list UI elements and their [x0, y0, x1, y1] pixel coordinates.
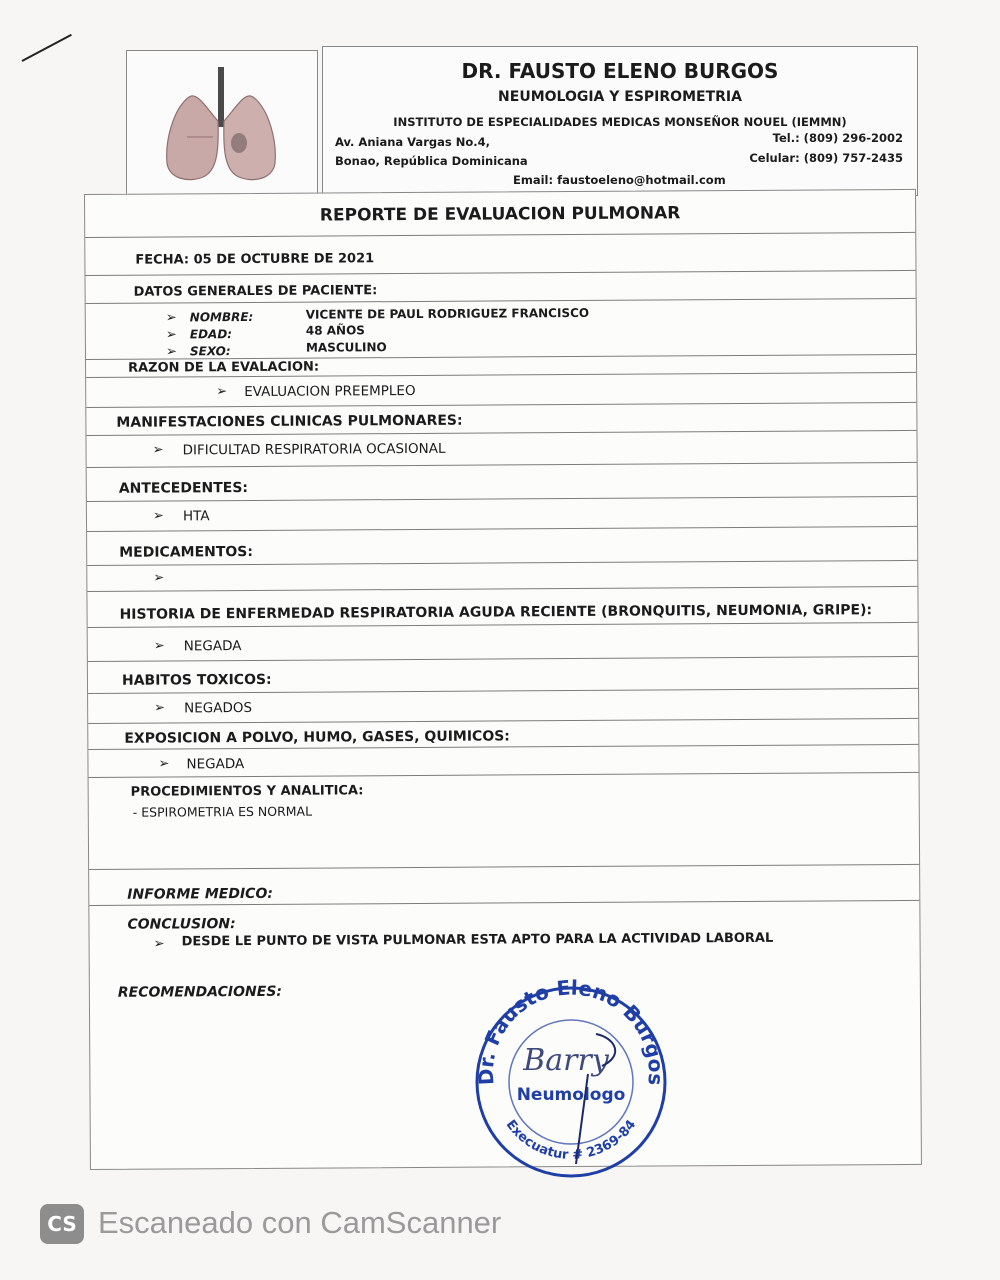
- svg-text:Execuatur # 2369-84: [503, 1117, 640, 1163]
- sex-value: MASCULINO: [305, 340, 387, 355]
- age-label: EDAD:: [189, 327, 233, 342]
- report-heading: INFORME MEDICO:: [127, 885, 273, 903]
- recommendations-heading: RECOMENDACIONES:: [117, 983, 283, 1001]
- logo-box: [126, 50, 318, 198]
- camscanner-logo: CS: [40, 1204, 84, 1244]
- bullet-arrow-icon: ➢: [165, 344, 177, 360]
- stamp-role: Neumologo: [516, 1085, 626, 1105]
- procedures-value: - ESPIROMETRIA ES NORMAL: [132, 803, 313, 820]
- bullet-arrow-icon: ➢: [152, 442, 164, 458]
- email: Email: faustoeleno@hotmail.com: [513, 173, 726, 187]
- camscanner-text: Escaneado con CamScanner: [98, 1205, 502, 1240]
- name-label: NOMBRE:: [189, 309, 254, 325]
- letterhead: [322, 46, 918, 196]
- pen-mark: [22, 34, 72, 62]
- doctor-stamp: [466, 974, 676, 1184]
- doctor-name: DR. FAUSTO ELENO BURGOS: [461, 59, 779, 83]
- bullet-arrow-icon: ➢: [165, 327, 177, 343]
- bullet-arrow-icon: ➢: [153, 570, 165, 586]
- institute: INSTITUTO DE ESPECIALIDADES MEDICAS MONSEÑOR NOUEL (IEMMN): [393, 115, 847, 129]
- patient-heading: DATOS GENERALES DE PACIENTE:: [133, 283, 378, 300]
- exposure-value: NEGADA: [186, 756, 245, 773]
- age-value: 48 AÑOS: [305, 323, 365, 338]
- bullet-arrow-icon: ➢: [152, 508, 164, 524]
- conclusion-heading: CONCLUSION:: [127, 916, 236, 933]
- bullet-arrow-icon: ➢: [154, 700, 166, 716]
- bullet-arrow-icon: ➢: [158, 756, 170, 772]
- history-value: NEGADA: [183, 638, 242, 655]
- report-title: REPORTE DE EVALUACION PULMONAR: [319, 203, 681, 226]
- procedures-heading: PROCEDIMIENTOS Y ANALITICA:: [130, 783, 364, 800]
- sex-label: SEXO:: [189, 344, 231, 359]
- lungs-icon: [127, 51, 317, 197]
- medications-heading: MEDICAMENTOS:: [119, 543, 254, 561]
- name-value: VICENTE DE PAUL RODRIGUEZ FRANCISCO: [305, 305, 590, 322]
- toxic-heading: HABITOS TOXICOS:: [121, 671, 272, 689]
- antecedents-value: HTA: [182, 508, 210, 525]
- bullet-arrow-icon: ➢: [216, 384, 228, 400]
- bullet-arrow-icon: ➢: [153, 638, 165, 654]
- reason-heading: RAZON DE LA EVALACION:: [128, 359, 320, 376]
- signature: Barry: [523, 1043, 609, 1078]
- history-heading: HISTORIA DE ENFERMEDAD RESPIRATORIA AGUDA RECIENTE (BRONQUITIS, NEUMONIA, GRIPE):: [119, 602, 873, 623]
- manifest-value: DIFICULTAD RESPIRATORIA OCASIONAL: [182, 440, 446, 459]
- stamp-name: Dr. Fausto Eleno Burgos: [473, 975, 669, 1087]
- cellphone: Celular: (809) 757-2435: [749, 151, 903, 165]
- address-line1: Av. Aniana Vargas No.4,: [335, 135, 490, 149]
- report-date: FECHA: 05 DE OCTUBRE DE 2021: [135, 251, 375, 268]
- specialty: NEUMOLOGIA Y ESPIROMETRIA: [498, 89, 742, 105]
- toxic-value: NEGADOS: [184, 699, 253, 717]
- antecedents-heading: ANTECEDENTES:: [118, 480, 249, 497]
- telephone: Tel.: (809) 296-2002: [772, 131, 903, 145]
- bullet-arrow-icon: ➢: [153, 936, 165, 952]
- manifest-heading: MANIFESTACIONES CLINICAS PULMONARES:: [116, 412, 463, 431]
- address-line2: Bonao, República Dominicana: [335, 154, 528, 168]
- reason-value: EVALUACION PREEMPLEO: [244, 382, 416, 401]
- exposure-heading: EXPOSICION A POLVO, HUMO, GASES, QUIMICOS:: [124, 728, 510, 747]
- conclusion-value: DESDE LE PUNTO DE VISTA PULMONAR ESTA APTO PARA LA ACTIVIDAD LABORAL: [181, 930, 774, 950]
- bullet-arrow-icon: ➢: [165, 310, 177, 326]
- stamp-exequatur: Execuatur # 2369-84: [502, 1117, 640, 1164]
